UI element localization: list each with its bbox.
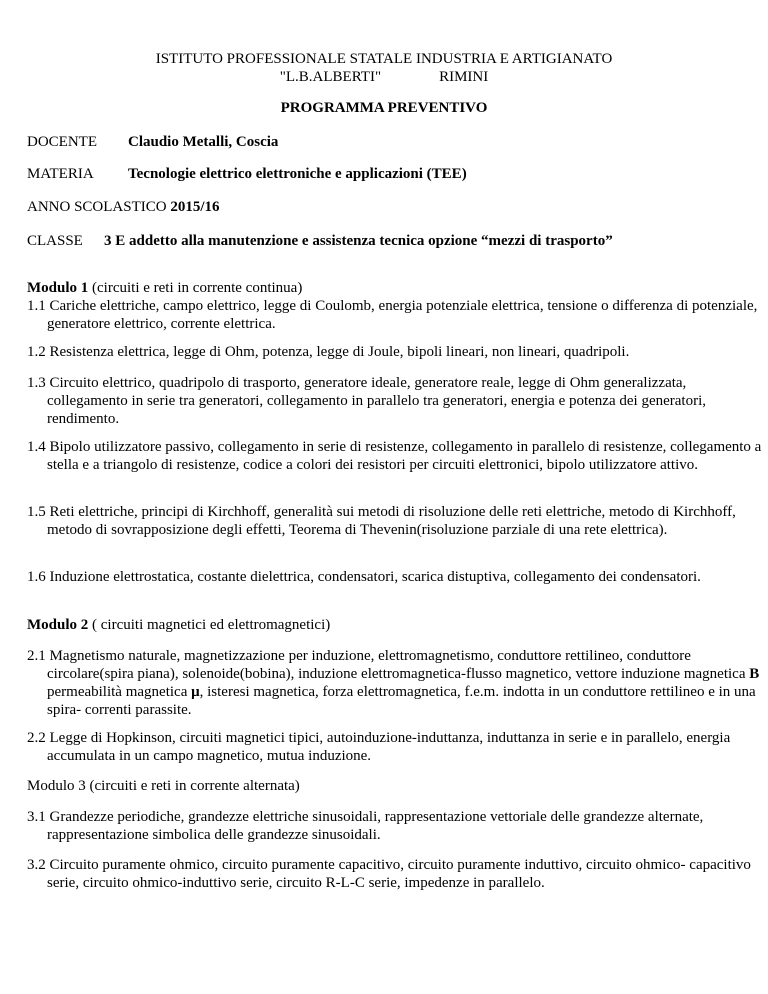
item-2-1 (27, 647, 762, 719)
docente-label: DOCENTE (27, 134, 97, 150)
item-2-1-text-c: permeabilità magnetica (47, 684, 192, 700)
classe-label: CLASSE (27, 233, 83, 249)
item-1-5: 1.5 Reti elettriche, principi di Kirchhoff, generalità sui metodi di risoluzione delle reti elettriche, metodo di Kirchhoff, metodo di sovrapposizione degli effetti, Teorema di Thevenin(risoluzione parziale di una rete elettrica). (27, 504, 736, 538)
anno-value: 2015/16 (170, 199, 220, 215)
item-3-1: 3.1 Grandezze periodiche, grandezze elettriche sinusoidali, rappresentazione vettoriale delle grandezze alternate, rappresentazione simbolica delle grandezze sinusoidali. (27, 809, 704, 843)
module-3-heading: Modulo 3 (circuiti e reti in corrente alternata) (27, 778, 300, 794)
anno-row (27, 198, 220, 216)
item-1-6: 1.6 Induzione elettrostatica, costante dielettrica, condensatori, scarica distuptiva, collegamento dei condensatori. (27, 569, 701, 585)
item-2-1-symbol-mu: μ (191, 684, 200, 700)
docente-row (27, 133, 278, 151)
item-1-3: 1.3 Circuito elettrico, quadripolo di trasporto, generatore ideale, generatore reale, legge di Ohm generalizzata, collegamento in serie tra generatori, collegamento in parallelo tra generatori, energia e potenza dei generatori, rendimento. (27, 375, 706, 427)
classe-value: 3 E addetto alla manutenzione e assistenza tecnica opzione “mezzi di trasporto” (104, 233, 613, 249)
materia-label: MATERIA (27, 166, 94, 182)
materia-value: Tecnologie elettrico elettroniche e applicazioni (TEE) (128, 166, 467, 182)
school-type-heading: ISTITUTO PROFESSIONALE STATALE INDUSTRIA E ARTIGIANATO (155, 51, 613, 67)
school-name: "L.B.ALBERTI" (279, 69, 382, 85)
module-1-subtitle: (circuiti e reti in corrente continua) (88, 280, 303, 296)
item-1-1: 1.1 Cariche elettriche, campo elettrico, legge di Coulomb, energia potenziale elettrica, tensione o differenza di potenziale, generatore elettrico, corrente elettrica. (27, 298, 758, 332)
module-1-heading (27, 279, 742, 297)
module-2-title: Modulo 2 (27, 617, 89, 633)
item-2-2: 2.2 Legge di Hopkinson, circuiti magnetici tipici, autoinduzione-induttanza, induttanza in serie e in parallelo, energia accumulata in un campo magnetico, mutua induzione. (27, 730, 731, 764)
item-3-2: 3.2 Circuito puramente ohmico, circuito puramente capacitivo, circuito puramente induttivo, circuito ohmico- capacitivo serie, circuito ohmico-induttivo serie, circuito R-L-C serie, impedenze in parallelo. (27, 857, 751, 891)
item-1-2: 1.2 Resistenza elettrica, legge di Ohm, potenza, legge di Joule, bipoli lineari, non lineari, quadripoli. (27, 344, 630, 360)
anno-label: ANNO SCOLASTICO (27, 199, 167, 215)
school-name-heading (0, 68, 768, 86)
item-2-1-symbol-b: B (749, 666, 760, 682)
module-1-title: Modulo 1 (27, 280, 89, 296)
school-city: RIMINI (439, 69, 489, 85)
module-2-subtitle: ( circuiti magnetici ed elettromagnetici) (88, 617, 331, 633)
classe-row (27, 232, 613, 250)
module-2-heading (27, 616, 742, 634)
item-2-1-text-a: 2.1 Magnetismo naturale, magnetizzazione per induzione, elettromagnetismo, conduttore rettilineo, conduttore circolare(spira piana), solenoide(bobina), induzione elettromagnetica-flusso magnetico, vettore induzione magnetica (27, 648, 750, 682)
materia-row (27, 165, 467, 183)
document-title: PROGRAMMA PREVENTIVO (280, 100, 488, 116)
docente-value: Claudio Metalli, Coscia (128, 134, 279, 150)
item-2-1-text-e: , isteresi magnetica, forza elettromagnetica, f.e.m. indotta in un conduttore rettilineo e in una spira- correnti parassite. (47, 684, 756, 718)
item-1-4: 1.4 Bipolo utilizzatore passivo, collegamento in serie di resistenze, collegamento in parallelo di resistenze, collegamento a stella e a triangolo di resistenze, codice a colori dei resistori per circuiti elettronici, bipolo utilizzatore attivo. (27, 439, 762, 473)
